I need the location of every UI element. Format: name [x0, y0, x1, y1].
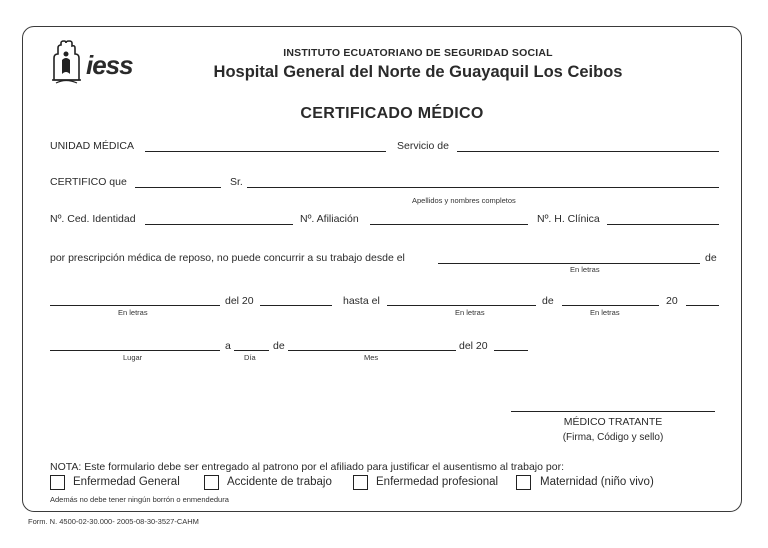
year-20-label: 20 [666, 295, 678, 307]
cedula-field[interactable] [145, 224, 293, 225]
del-20-label: del 20 [225, 295, 254, 307]
en-letras-hint: En letras [118, 308, 148, 317]
unidad-medica-field[interactable] [145, 151, 386, 152]
desde-field[interactable] [438, 263, 700, 264]
note-text: NOTA: Este formulario debe ser entregado al patrono por el afiliado para justificar el ausentismo al trabajo por: [50, 461, 564, 473]
afiliacion-label: Nº. Afiliación [300, 213, 359, 225]
certifico-label: CERTIFICO que [50, 176, 127, 188]
prescripcion-text: por prescripción médica de reposo, no puede concurrir a su trabajo desde el [50, 252, 405, 264]
en-letras-hint: En letras [590, 308, 620, 317]
del-20-label: del 20 [459, 340, 488, 352]
signature-title: MÉDICO TRATANTE [563, 416, 663, 428]
option-label: Accidente de trabajo [227, 476, 332, 488]
de-label: de [273, 340, 285, 352]
patient-name-field[interactable] [247, 187, 719, 188]
de-label: de [705, 252, 717, 264]
page-title: CERTIFICADO MÉDICO [300, 105, 484, 122]
desde-year-field[interactable] [260, 305, 332, 306]
de-label: de [542, 295, 554, 307]
apellidos-hint: Apellidos y nombres completos [412, 196, 516, 205]
institution-name: INSTITUTO ECUATORIANO DE SEGURIDAD SOCIAL [283, 47, 553, 59]
a-label: a [225, 340, 231, 352]
afiliacion-field[interactable] [370, 224, 528, 225]
form-code: Form. N. 4500-02-30.000- 2005-08-30-3527-CAHM [28, 517, 199, 526]
hasta-month-field[interactable] [562, 305, 659, 306]
lugar-hint: Lugar [123, 353, 143, 362]
hospital-name: Hospital General del Norte de Guayaquil Los Ceibos [213, 63, 623, 81]
en-letras-hint: En letras [455, 308, 485, 317]
option-label: Enfermedad profesional [376, 476, 499, 488]
mes-hint: Mes [364, 353, 379, 362]
lugar-field[interactable] [50, 350, 220, 351]
unidad-medica-label: UNIDAD MÉDICA [50, 140, 135, 152]
en-letras-hint: En letras [570, 265, 600, 274]
historia-label: Nº. H. Clínica [537, 213, 600, 225]
emision-year-field[interactable] [494, 350, 528, 351]
servicio-field[interactable] [457, 151, 719, 152]
option-label: Maternidad (niño vivo) [540, 476, 654, 488]
option-label: Enfermedad General [73, 476, 180, 488]
checkbox-enfermedad-general[interactable] [50, 475, 65, 490]
dia-hint: Día [244, 353, 256, 362]
disclaimer-text: Además no debe tener ningún borrón o enmendedura [50, 495, 229, 504]
hasta-label: hasta el [343, 295, 380, 307]
hasta-year-field[interactable] [686, 305, 719, 306]
signature-line[interactable] [511, 411, 715, 412]
servicio-label: Servicio de [397, 140, 449, 152]
checkbox-enfermedad-profesional[interactable] [353, 475, 368, 490]
certifico-field[interactable] [135, 187, 221, 188]
checkbox-maternidad[interactable] [516, 475, 531, 490]
sr-label: Sr. [230, 176, 243, 188]
cedula-label: Nº. Ced. Identidad [50, 213, 136, 225]
desde-day-field[interactable] [50, 305, 220, 306]
checkbox-accidente-trabajo[interactable] [204, 475, 219, 490]
dia-field[interactable] [234, 350, 269, 351]
iess-logo-icon [50, 40, 82, 84]
hasta-field[interactable] [387, 305, 536, 306]
signature-subtitle: (Firma, Código y sello) [562, 432, 664, 443]
historia-field[interactable] [607, 224, 719, 225]
logo-text: iess [86, 50, 133, 80]
mes-field[interactable] [288, 350, 456, 351]
